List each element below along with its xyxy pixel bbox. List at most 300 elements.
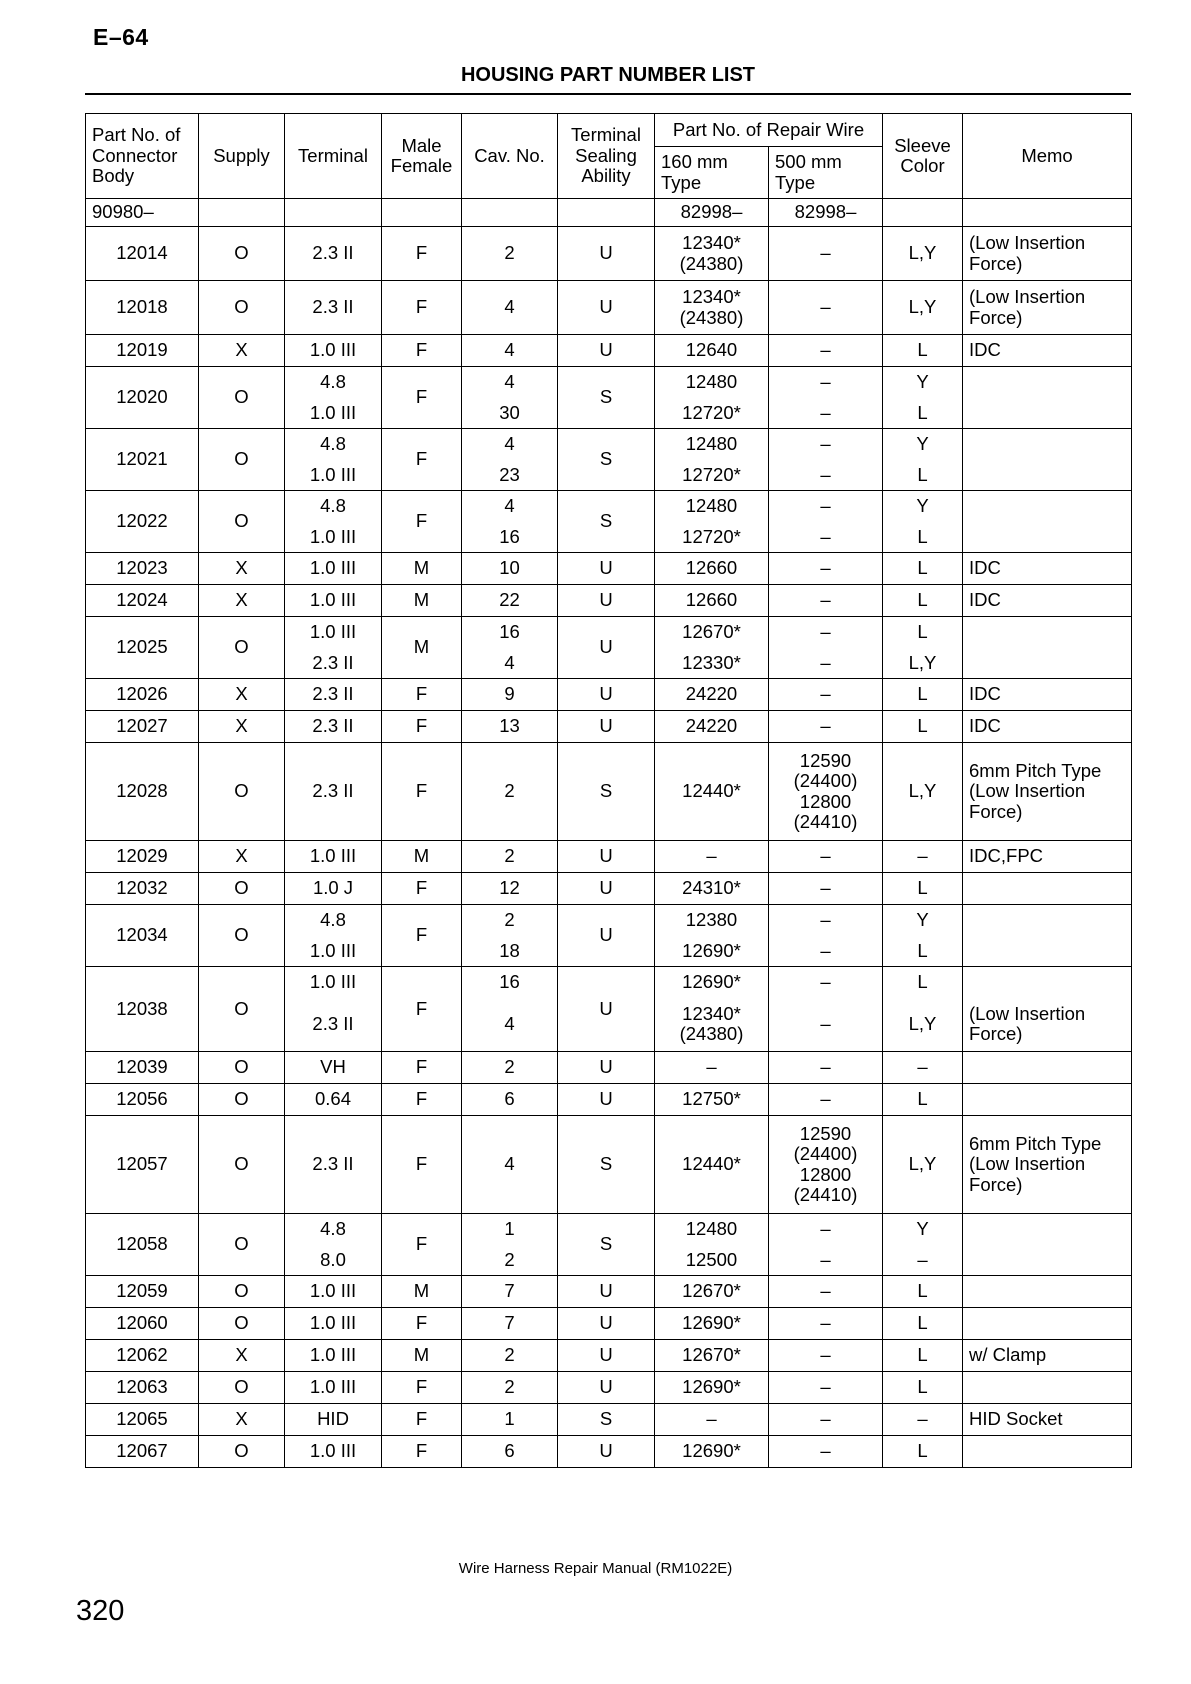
- cell-part-no: 12027: [86, 711, 199, 743]
- cell-cav-no: 2: [462, 1052, 558, 1084]
- cell-terminal: 1.0 III: [285, 1372, 382, 1404]
- table-row: [86, 367, 1132, 398]
- table-row: [86, 1404, 1132, 1436]
- cell-sleeve: Y: [883, 429, 963, 460]
- cell-repair-160: 12340* (24380): [655, 998, 769, 1052]
- cell-supply: X: [199, 1340, 285, 1372]
- cell-male-female: F: [382, 1372, 462, 1404]
- cell-supply: X: [199, 585, 285, 617]
- cell-sealing: U: [558, 1436, 655, 1468]
- cell-memo: [963, 617, 1132, 679]
- cell-sleeve: –: [883, 1245, 963, 1276]
- cell-cav-no: 4: [462, 491, 558, 522]
- cell-memo: 6mm Pitch Type (Low Insertion Force): [963, 743, 1132, 841]
- cell-repair-160: 24220: [655, 679, 769, 711]
- section-title: HOUSING PART NUMBER LIST: [460, 64, 756, 86]
- cell-sleeve: L: [883, 1084, 963, 1116]
- cell-memo: IDC: [963, 553, 1132, 585]
- cell-sealing: U: [558, 841, 655, 873]
- cell-terminal: 1.0 J: [285, 873, 382, 905]
- cell-supply: X: [199, 841, 285, 873]
- cell-repair-160: 12660: [655, 553, 769, 585]
- cell-part-no: 12067: [86, 1436, 199, 1468]
- header-160mm: 160 mm Type: [655, 147, 769, 199]
- cell-part-no: 12024: [86, 585, 199, 617]
- cell-cav-no: 2: [462, 905, 558, 936]
- cell-repair-500: –: [769, 491, 883, 522]
- cell-supply: O: [199, 905, 285, 967]
- cell-terminal: 1.0 III: [285, 553, 382, 585]
- cell-sealing: U: [558, 227, 655, 281]
- cell-repair-500: –: [769, 1052, 883, 1084]
- cell-male-female: F: [382, 679, 462, 711]
- header-cav-no: Cav. No.: [462, 114, 558, 199]
- cell-repair-160: –: [655, 841, 769, 873]
- cell-male-female: F: [382, 743, 462, 841]
- cell-cav-no: 2: [462, 743, 558, 841]
- cell-repair-500: –: [769, 1372, 883, 1404]
- cell-repair-500: –: [769, 711, 883, 743]
- cell-supply: X: [199, 335, 285, 367]
- cell-male-female: F: [382, 335, 462, 367]
- cell-repair-160: 12340* (24380): [655, 227, 769, 281]
- cell-supply: O: [199, 1372, 285, 1404]
- cell-repair-160: 12500: [655, 1245, 769, 1276]
- cell-cav-no: 16: [462, 522, 558, 553]
- cell-sealing: U: [558, 553, 655, 585]
- cell-repair-500: –: [769, 585, 883, 617]
- cell-sleeve: L: [883, 1372, 963, 1404]
- cell-sleeve: L: [883, 522, 963, 553]
- cell-male-female: F: [382, 873, 462, 905]
- cell-memo: IDC: [963, 679, 1132, 711]
- cell-sleeve: L,Y: [883, 648, 963, 679]
- table-row: [86, 905, 1132, 936]
- cell-cav-no: 2: [462, 1372, 558, 1404]
- cell-sleeve: Y: [883, 1214, 963, 1245]
- cell-cav-no: 2: [462, 227, 558, 281]
- cell-sealing: S: [558, 367, 655, 429]
- repair160-prefix: 82998–: [655, 199, 769, 227]
- cell-repair-160: 12690*: [655, 1308, 769, 1340]
- cell-part-no: 12059: [86, 1276, 199, 1308]
- cell-terminal: 8.0: [285, 1245, 382, 1276]
- cell-repair-500: –: [769, 679, 883, 711]
- cell-repair-160: 12480: [655, 429, 769, 460]
- cell-sealing: U: [558, 617, 655, 679]
- table-row: [86, 743, 1132, 841]
- cell-repair-160: 12690*: [655, 936, 769, 967]
- cell-supply: O: [199, 367, 285, 429]
- cell-repair-160: 12380: [655, 905, 769, 936]
- cell-sleeve: L: [883, 1340, 963, 1372]
- cell-cav-no: 6: [462, 1436, 558, 1468]
- cell-terminal: 2.3 II: [285, 281, 382, 335]
- cell-repair-160: 12330*: [655, 648, 769, 679]
- cell-part-no: 12063: [86, 1372, 199, 1404]
- cell-cav-no: 18: [462, 936, 558, 967]
- cell-repair-500: –: [769, 367, 883, 398]
- cell-repair-160: 12690*: [655, 1436, 769, 1468]
- header-500mm: 500 mm Type: [769, 147, 883, 199]
- cell-part-no: 12018: [86, 281, 199, 335]
- cell-repair-160: 12720*: [655, 522, 769, 553]
- cell-terminal: 4.8: [285, 1214, 382, 1245]
- cell-terminal: VH: [285, 1052, 382, 1084]
- header-male-female: Male Female: [382, 114, 462, 199]
- cell-sealing: U: [558, 335, 655, 367]
- cell-sealing: U: [558, 1340, 655, 1372]
- cell-sleeve: L: [883, 617, 963, 648]
- table-row: [86, 841, 1132, 873]
- cell-terminal: 2.3 II: [285, 743, 382, 841]
- cell-sleeve: L,Y: [883, 998, 963, 1052]
- cell-memo: IDC,FPC: [963, 841, 1132, 873]
- cell-repair-500: –: [769, 936, 883, 967]
- cell-sleeve: L: [883, 679, 963, 711]
- cell-supply: X: [199, 711, 285, 743]
- cell-repair-160: 12480: [655, 491, 769, 522]
- cell-repair-500: –: [769, 905, 883, 936]
- cell-cav-no: 22: [462, 585, 558, 617]
- cell-sealing: S: [558, 1214, 655, 1276]
- cell-memo: [963, 1276, 1132, 1308]
- table-row: [86, 429, 1132, 460]
- cell-part-no: 12056: [86, 1084, 199, 1116]
- cell-repair-160: 12660: [655, 585, 769, 617]
- cell-repair-500: –: [769, 967, 883, 998]
- cell-memo: [963, 491, 1132, 553]
- cell-memo: [963, 1436, 1132, 1468]
- cell-sealing: U: [558, 711, 655, 743]
- cell-cav-no: 23: [462, 460, 558, 491]
- cell-cav-no: 1: [462, 1404, 558, 1436]
- cell-sleeve: L,Y: [883, 281, 963, 335]
- cell-male-female: F: [382, 367, 462, 429]
- cell-male-female: F: [382, 1436, 462, 1468]
- table-row: [86, 491, 1132, 522]
- cell-memo: HID Socket: [963, 1404, 1132, 1436]
- cell-supply: O: [199, 281, 285, 335]
- cell-terminal: 1.0 III: [285, 585, 382, 617]
- cell-repair-160: –: [655, 1052, 769, 1084]
- cell-part-no: 12023: [86, 553, 199, 585]
- cell-male-female: F: [382, 711, 462, 743]
- table-row: [86, 967, 1132, 998]
- table-row: [86, 227, 1132, 281]
- cell-sealing: U: [558, 1308, 655, 1340]
- cell-repair-160: 12690*: [655, 967, 769, 998]
- cell-repair-500: –: [769, 398, 883, 429]
- cell-repair-500: 12590 (24400) 12800 (24410): [769, 1116, 883, 1214]
- cell-cav-no: 7: [462, 1308, 558, 1340]
- cell-terminal: 1.0 III: [285, 936, 382, 967]
- cell-cav-no: 1: [462, 1214, 558, 1245]
- header-memo: Memo: [963, 114, 1132, 199]
- cell-male-female: M: [382, 841, 462, 873]
- cell-sleeve: L: [883, 1308, 963, 1340]
- cell-memo: [963, 1214, 1132, 1276]
- cell-sealing: U: [558, 1084, 655, 1116]
- cell-repair-160: 12670*: [655, 1340, 769, 1372]
- cell-memo: [963, 429, 1132, 491]
- cell-part-no: 12021: [86, 429, 199, 491]
- cell-terminal: 2.3 II: [285, 998, 382, 1052]
- cell-supply: O: [199, 1276, 285, 1308]
- cell-terminal: 1.0 III: [285, 1340, 382, 1372]
- cell-memo: IDC: [963, 335, 1132, 367]
- header-supply: Supply: [199, 114, 285, 199]
- cell-repair-500: –: [769, 1084, 883, 1116]
- cell-male-female: F: [382, 491, 462, 553]
- cell-sealing: U: [558, 967, 655, 1052]
- table-row: [86, 1276, 1132, 1308]
- cell-memo: w/ Clamp: [963, 1340, 1132, 1372]
- cell-cav-no: 6: [462, 1084, 558, 1116]
- cell-repair-500: –: [769, 429, 883, 460]
- cell-terminal: HID: [285, 1404, 382, 1436]
- cell-part-no: 12028: [86, 743, 199, 841]
- cell-male-female: F: [382, 281, 462, 335]
- cell-cav-no: 9: [462, 679, 558, 711]
- cell-repair-160: 12640: [655, 335, 769, 367]
- cell-memo: (Low Insertion Force): [963, 281, 1132, 335]
- cell-sleeve: –: [883, 1404, 963, 1436]
- cell-supply: O: [199, 617, 285, 679]
- header-repair-wire: Part No. of Repair Wire: [655, 114, 883, 147]
- cell-part-no: 12058: [86, 1214, 199, 1276]
- cell-terminal: 2.3 II: [285, 679, 382, 711]
- table-row: [86, 873, 1132, 905]
- cell-cav-no: 4: [462, 281, 558, 335]
- cell-part-no: 12062: [86, 1340, 199, 1372]
- cell-repair-500: –: [769, 281, 883, 335]
- cell-male-female: F: [382, 905, 462, 967]
- cell-repair-500: –: [769, 1436, 883, 1468]
- cell-male-female: F: [382, 967, 462, 1052]
- cell-part-no: 12029: [86, 841, 199, 873]
- cell-sleeve: L: [883, 460, 963, 491]
- cell-sealing: S: [558, 1404, 655, 1436]
- cell-repair-500: –: [769, 648, 883, 679]
- cell-memo: [963, 873, 1132, 905]
- table-row: [86, 1436, 1132, 1468]
- cell-repair-160: 12690*: [655, 1372, 769, 1404]
- table-row: [86, 1372, 1132, 1404]
- cell-sleeve: L: [883, 1276, 963, 1308]
- cell-repair-160: 24220: [655, 711, 769, 743]
- cell-cav-no: 16: [462, 617, 558, 648]
- cell-repair-160: 12340* (24380): [655, 281, 769, 335]
- repair500-prefix: 82998–: [769, 199, 883, 227]
- table-row: [86, 679, 1132, 711]
- cell-part-no: 12019: [86, 335, 199, 367]
- cell-part-no: 12020: [86, 367, 199, 429]
- cell-repair-160: 12440*: [655, 743, 769, 841]
- cell-terminal: 1.0 III: [285, 522, 382, 553]
- cell-male-female: M: [382, 617, 462, 679]
- cell-repair-160: 12750*: [655, 1084, 769, 1116]
- cell-male-female: F: [382, 1404, 462, 1436]
- table-row: [86, 711, 1132, 743]
- cell-terminal: 1.0 III: [285, 967, 382, 998]
- cell-terminal: 1.0 III: [285, 617, 382, 648]
- cell-memo: [963, 367, 1132, 429]
- cell-repair-500: 12590 (24400) 12800 (24410): [769, 743, 883, 841]
- cell-sleeve: L: [883, 335, 963, 367]
- cell-sleeve: L,Y: [883, 227, 963, 281]
- cell-terminal: 4.8: [285, 429, 382, 460]
- page-number: 320: [76, 1595, 125, 1627]
- cell-sleeve: –: [883, 1052, 963, 1084]
- cell-repair-500: –: [769, 1245, 883, 1276]
- cell-memo: IDC: [963, 711, 1132, 743]
- table-row: [86, 1308, 1132, 1340]
- cell-sleeve: L,Y: [883, 743, 963, 841]
- table-row: [86, 585, 1132, 617]
- cell-repair-160: 12480: [655, 1214, 769, 1245]
- cell-repair-500: –: [769, 617, 883, 648]
- table-row: [86, 1084, 1132, 1116]
- cell-cav-no: 4: [462, 429, 558, 460]
- cell-sealing: U: [558, 585, 655, 617]
- title-rule: [85, 93, 1131, 95]
- cell-supply: O: [199, 1308, 285, 1340]
- cell-repair-500: –: [769, 841, 883, 873]
- cell-sleeve: L: [883, 936, 963, 967]
- cell-supply: O: [199, 873, 285, 905]
- cell-sealing: U: [558, 905, 655, 967]
- cell-cav-no: 2: [462, 841, 558, 873]
- cell-memo: [963, 1372, 1132, 1404]
- header-part-no: Part No. of Connector Body: [86, 114, 199, 199]
- cell-part-no: 12022: [86, 491, 199, 553]
- body-prefix: 90980–: [86, 199, 199, 227]
- cell-repair-500: –: [769, 1214, 883, 1245]
- cell-repair-160: 12720*: [655, 460, 769, 491]
- cell-terminal: 1.0 III: [285, 1276, 382, 1308]
- cell-repair-500: –: [769, 460, 883, 491]
- cell-male-female: F: [382, 429, 462, 491]
- cell-repair-500: –: [769, 553, 883, 585]
- cell-sleeve: L: [883, 711, 963, 743]
- cell-sealing: U: [558, 1372, 655, 1404]
- cell-sleeve: L: [883, 553, 963, 585]
- cell-supply: O: [199, 743, 285, 841]
- cell-sealing: U: [558, 281, 655, 335]
- cell-repair-500: –: [769, 227, 883, 281]
- cell-male-female: M: [382, 1340, 462, 1372]
- cell-cav-no: 2: [462, 1340, 558, 1372]
- cell-repair-500: –: [769, 1276, 883, 1308]
- cell-male-female: F: [382, 1052, 462, 1084]
- cell-supply: O: [199, 1436, 285, 1468]
- cell-sleeve: Y: [883, 905, 963, 936]
- cell-sealing: S: [558, 1116, 655, 1214]
- cell-sleeve: Y: [883, 367, 963, 398]
- cell-terminal: 1.0 III: [285, 841, 382, 873]
- cell-part-no: 12038: [86, 967, 199, 1052]
- cell-terminal: 4.8: [285, 905, 382, 936]
- cell-male-female: F: [382, 1308, 462, 1340]
- cell-part-no: 12057: [86, 1116, 199, 1214]
- page-code: E–64: [93, 24, 149, 50]
- cell-supply: O: [199, 967, 285, 1052]
- cell-supply: O: [199, 429, 285, 491]
- cell-supply: X: [199, 679, 285, 711]
- cell-supply: O: [199, 491, 285, 553]
- cell-cav-no: 30: [462, 398, 558, 429]
- cell-part-no: 12065: [86, 1404, 199, 1436]
- cell-sealing: U: [558, 679, 655, 711]
- cell-terminal: 2.3 II: [285, 227, 382, 281]
- table-row: [86, 1116, 1132, 1214]
- housing-part-table: [85, 113, 1132, 1468]
- table-row: [86, 1214, 1132, 1245]
- cell-sealing: U: [558, 1276, 655, 1308]
- cell-sleeve: L: [883, 585, 963, 617]
- header-sleeve: Sleeve Color: [883, 114, 963, 199]
- cell-sleeve: L: [883, 398, 963, 429]
- cell-memo: [963, 1084, 1132, 1116]
- cell-cav-no: 7: [462, 1276, 558, 1308]
- cell-sealing: S: [558, 429, 655, 491]
- cell-terminal: 4.8: [285, 367, 382, 398]
- cell-part-no: 12034: [86, 905, 199, 967]
- cell-cav-no: 4: [462, 648, 558, 679]
- cell-male-female: F: [382, 1214, 462, 1276]
- cell-cav-no: 4: [462, 335, 558, 367]
- cell-male-female: F: [382, 1116, 462, 1214]
- cell-sealing: U: [558, 873, 655, 905]
- cell-memo: 6mm Pitch Type (Low Insertion Force): [963, 1116, 1132, 1214]
- cell-repair-160: 12440*: [655, 1116, 769, 1214]
- cell-memo: [963, 1308, 1132, 1340]
- cell-cav-no: 12: [462, 873, 558, 905]
- cell-repair-500: –: [769, 1308, 883, 1340]
- table-row: [86, 553, 1132, 585]
- cell-repair-160: –: [655, 1404, 769, 1436]
- cell-male-female: M: [382, 553, 462, 585]
- cell-repair-160: 24310*: [655, 873, 769, 905]
- cell-repair-500: –: [769, 1340, 883, 1372]
- cell-terminal: 2.3 II: [285, 711, 382, 743]
- cell-sleeve: –: [883, 841, 963, 873]
- cell-repair-500: –: [769, 522, 883, 553]
- cell-part-no: 12014: [86, 227, 199, 281]
- cell-terminal: 1.0 III: [285, 460, 382, 491]
- cell-terminal: 1.0 III: [285, 398, 382, 429]
- cell-male-female: M: [382, 1276, 462, 1308]
- cell-repair-160: 12480: [655, 367, 769, 398]
- cell-memo: [963, 967, 1132, 998]
- cell-cav-no: 4: [462, 1116, 558, 1214]
- cell-sleeve: L: [883, 1436, 963, 1468]
- cell-terminal: 1.0 III: [285, 1308, 382, 1340]
- table-row: [86, 335, 1132, 367]
- cell-repair-500: –: [769, 1404, 883, 1436]
- cell-terminal: 4.8: [285, 491, 382, 522]
- cell-supply: O: [199, 1116, 285, 1214]
- cell-terminal: 2.3 II: [285, 648, 382, 679]
- cell-repair-500: –: [769, 998, 883, 1052]
- cell-sleeve: L: [883, 967, 963, 998]
- cell-repair-500: –: [769, 335, 883, 367]
- cell-part-no: 12026: [86, 679, 199, 711]
- cell-cav-no: 2: [462, 1245, 558, 1276]
- cell-male-female: M: [382, 585, 462, 617]
- cell-cav-no: 13: [462, 711, 558, 743]
